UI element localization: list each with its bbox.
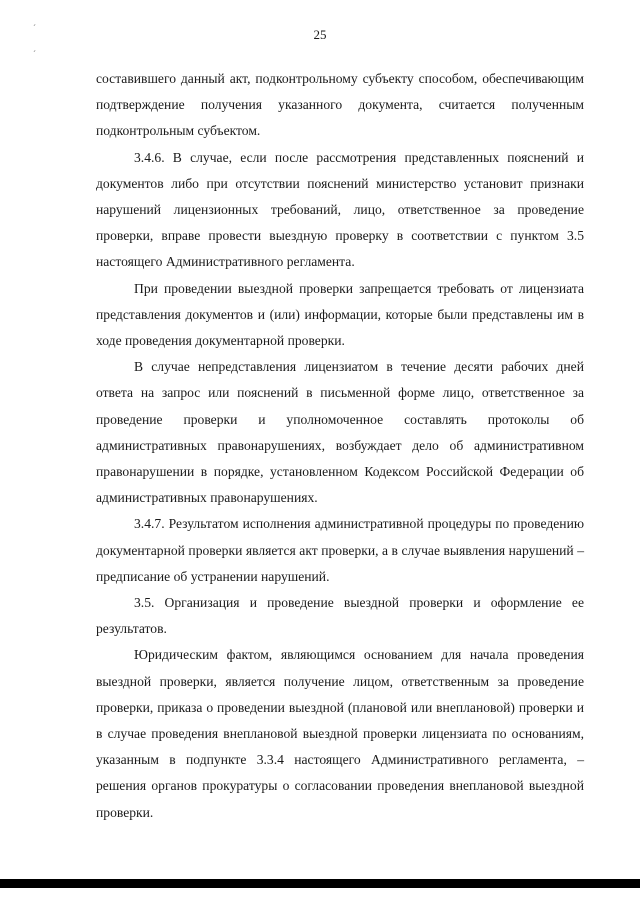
paragraph: 3.4.6. В случае, если после рассмотрения представленных пояснений и документов либо при отсутствии пояснений министерство установит признаки нарушений лицензионных требований, лицо, ответственное за проведение проверки, вправе провести выездную проверку в соответствии с пунктом 3.5 настоящего Административного регламента. — [96, 149, 584, 270]
scan-mark: ˊ — [33, 49, 36, 59]
scan-mark: ˊ — [33, 23, 36, 33]
paragraph: Юридическим фактом, являющимся основанием для начала проведения выездной проверки, является получение лицом, ответственным за проведение проверки, приказа о проведении выездной (плановой или внеплановой) проверки и в случае проведения внеплановой выездной проверки лицензиата по основаниям, указанным в подпункте 3.3.4 настоящего Административного регламента, – решения органов прокуратуры о согласовании проведения внеплановой выездной проверки. — [96, 647, 584, 820]
paragraph: При проведении выездной проверки запрещается требовать от лицензиата представления документов и (или) информации, которые были представлены им в ходе проведения документарной проверки. — [96, 280, 584, 349]
bottom-border-bar — [0, 879, 640, 888]
document-body — [96, 66, 584, 826]
paragraph: В случае непредставления лицензиатом в течение десяти рабочих дней ответа на запрос или пояснений в письменной форме лицо, ответственное за проведение проверки и уполномоченное составлять протоколы об административных правонарушениях, возбуждает дело об административном правонарушении в порядке, установленном Кодексом Российской Федерации об административных правонарушениях. — [96, 359, 584, 506]
paragraph: 3.5. Организация и проведение выездной проверки и оформление ее результатов. — [96, 595, 584, 637]
paragraph: 3.4.7. Результатом исполнения административной процедуры по проведению документарной проверки является акт проверки, а в случае выявления нарушений – предписание об устранении нарушений. — [96, 516, 584, 584]
page-number: 25 — [313, 27, 327, 42]
paragraph: составившего данный акт, подконтрольному субъекту способом, обеспечивающим подтверждение получения указанного документа, считается полученным подконтрольным субъектом. — [96, 71, 584, 139]
